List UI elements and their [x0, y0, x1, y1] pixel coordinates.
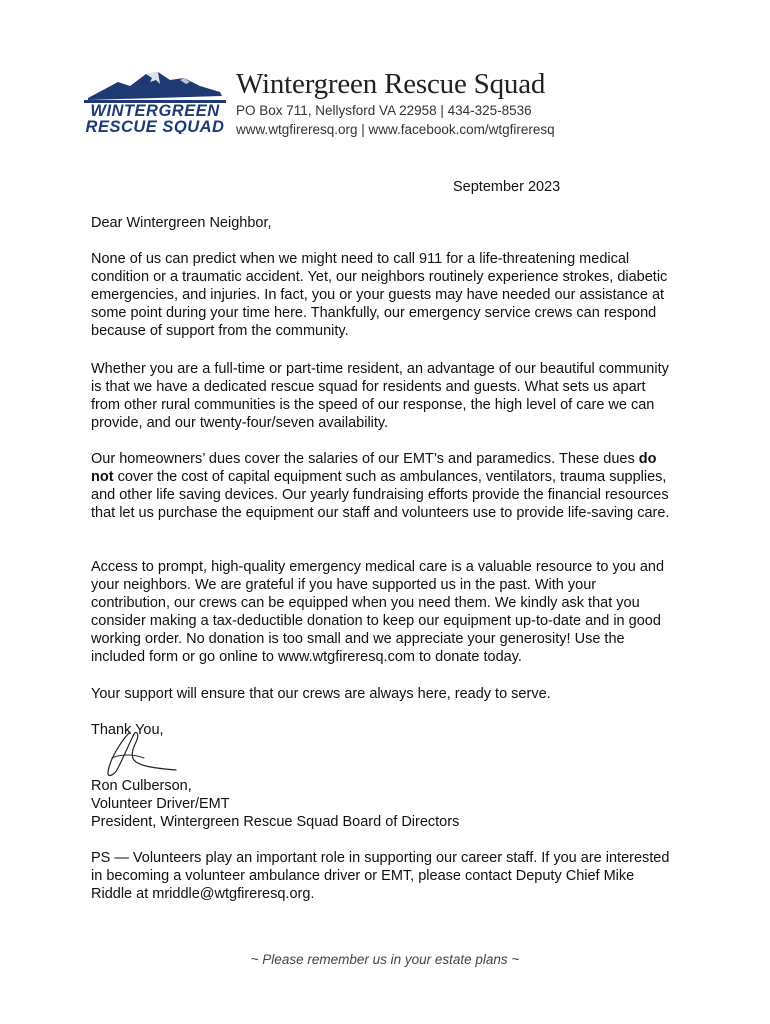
- paragraph-1: None of us can predict when we might need to call 911 for a life-threatening medical condition or a traumatic accident. Yet, our neighbors routinely experience strokes, diabetic emergencies, and injuries. In fact, you or your guests may have needed our assistance at some point during your time here. Thankfully, our emergency service crews can respond because of support from the community.: [91, 251, 668, 339]
- paragraph-4: Access to prompt, high-quality emergency medical care is a valuable resource to you and your neighbors. We are grateful if you have supported us in the past. With your contribution, our crews can be equipped when you need them. We kindly ask that you consider making a tax-deductible donation to keep our equipment up-to-date and in good working order. No donation is too small and we appreciate your generosity! Use the included form or go online to www.wtgfireresq.com to donate today.: [91, 559, 665, 665]
- signature-block: [91, 777, 671, 831]
- footer-note: ~ Please remember us in your estate plans ~: [250, 952, 520, 967]
- emphasis-do-not: do not: [91, 451, 657, 485]
- web-line: www.wtgfireresq.org | www.facebook.com/wtgfireresq: [236, 122, 555, 137]
- rescue-squad-logo: [80, 68, 230, 134]
- paragraph-3: [91, 450, 671, 522]
- logo-text-bottom: RESCUE SQUAD: [85, 118, 225, 134]
- signer-role: Volunteer Driver/EMT: [91, 796, 230, 812]
- letter-date: September 2023: [453, 179, 561, 195]
- postscript: PS — Volunteers play an important role in supporting our career staff. If you are interested in becoming a volunteer ambulance driver or EMT, please contact Deputy Chief Mike Riddle at mriddle@wtgfireresq.org.: [91, 850, 670, 902]
- paragraph-5: Your support will ensure that our crews are always here, ready to serve.: [91, 686, 551, 702]
- paragraph-3-end: cover the cost of capital equipment such as ambulances, ventilators, trauma supplies, and other life saving devices. Our yearly fundraising efforts provide the financial resources that let us purchase the equipment our staff and volunteers use to provide life-saving care.: [91, 469, 670, 521]
- organization-title: Wintergreen Rescue Squad: [236, 68, 546, 100]
- signer-title: President, Wintergreen Rescue Squad Board of Directors: [91, 814, 460, 830]
- closing: Thank You,: [91, 722, 164, 738]
- signature: [100, 728, 180, 780]
- salutation: Dear Wintergreen Neighbor,: [91, 215, 272, 231]
- paragraph-3-start: Our homeowners’ dues cover the salaries of our EMT’s and paramedics. These dues: [91, 451, 639, 467]
- paragraph-2: Whether you are a full-time or part-time resident, an advantage of our beautiful community is that we have a dedicated rescue squad for residents and guests. What sets us apart from other rural communities is the speed of our response, the high level of care we can provide, and our twenty-four/seven availability.: [91, 361, 669, 431]
- signer-name: Ron Culberson,: [91, 778, 192, 794]
- logo-text-top: WINTERGREEN: [90, 102, 220, 120]
- address-line: PO Box 711, Nellysford VA 22958 | 434-325-8536: [236, 103, 532, 118]
- mountain-icon: [84, 72, 226, 103]
